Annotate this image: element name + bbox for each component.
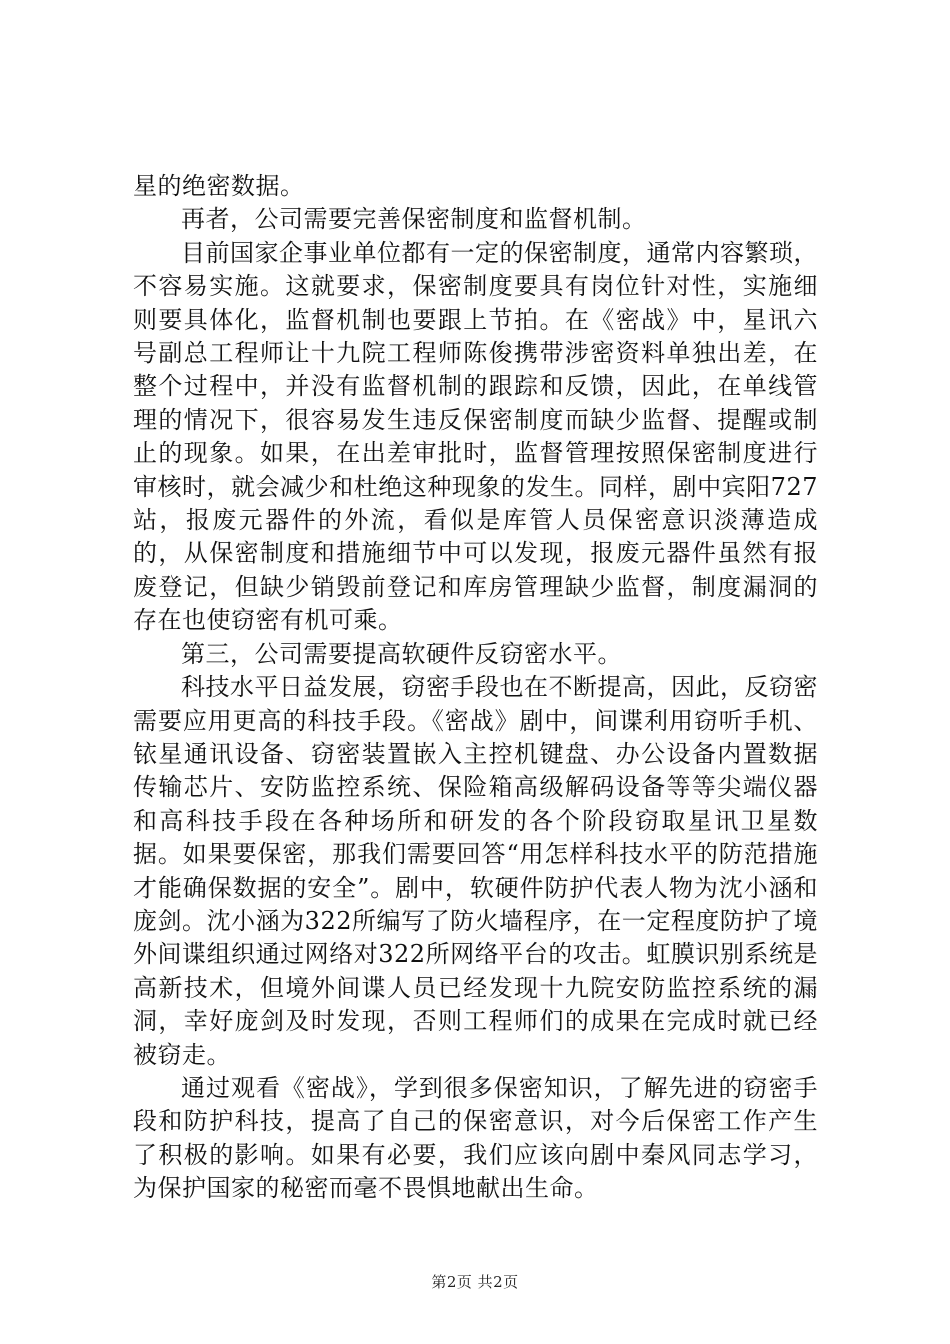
paragraph-conclusion: 通过观看《密战》，学到很多保密知识，了解先进的窃密手段和防护科技，提高了自己的保密意识，对今后保密工作产生了积极的影响。如果有必要，我们应该向剧中秦风同志学习，为保护国家的秘密而毫不畏惧地献出生命。 (133, 1073, 818, 1203)
paragraph-point-third: 第三，公司需要提高软硬件反窃密水平。 (181, 639, 622, 668)
paragraph-tech-detail: 科技水平日益发展，窃密手段也在不断提高，因此，反窃密需要应用更高的科技手段。《密战》剧中，间谍利用窃听手机、铱星通讯设备、窃密装置嵌入主控机键盘、办公设备内置数据传输芯片、安防监控系统、保险箱高级解码设备等等尖端仪器和高科技手段在各种场所和研发的各个阶段窃取星讯卫星数据。如果要保密，那我们需要回答“用怎样科技水平的防范措施才能确保数据的安全”。剧中，软硬件防护代表人物为沈小涵和庞剑。沈小涵为322所编写了防火墙程序，在一定程度防护了境外间谍组织通过网络对322所网络平台的攻击。虹膜识别系统是高新技术，但境外间谍人员已经发现十九院安防监控系统的漏洞，幸好庞剑及时发现，否则工程师们的成果在完成时就已经被窃走。 (133, 673, 818, 1069)
paragraph-point-second: 再者，公司需要完善保密制度和监督机制。 (181, 205, 647, 234)
paragraph-system-detail: 目前国家企事业单位都有一定的保密制度，通常内容繁琐，不容易实施。这就要求，保密制度要具有岗位针对性，实施细则要具体化，监督机制也要跟上节拍。在《密战》中，星讯六号副总工程师让十九院工程师陈俊携带涉密资料单独出差，在整个过程中，并没有监督机制的跟踪和反馈，因此，在单线管理的情况下，很容易发生违反保密制度而缺少监督、提醒或制止的现象。如果，在出差审批时，监督管理按照保密制度进行审核时，就会减少和杜绝这种现象的发生。同样，剧中宾阳727站，报废元器件的外流，看似是库管人员保密意识淡薄造成的，从保密制度和措施细节中可以发现，报废元器件虽然有报废登记，但缺少销毁前登记和库房管理缺少监督，制度漏洞的存在也使窃密有机可乘。 (133, 238, 818, 635)
document-body (133, 170, 818, 1206)
paragraph-continuation: 星的绝密数据。 (133, 172, 305, 200)
page-number-footer: 第2页 共2页 (431, 1273, 519, 1291)
